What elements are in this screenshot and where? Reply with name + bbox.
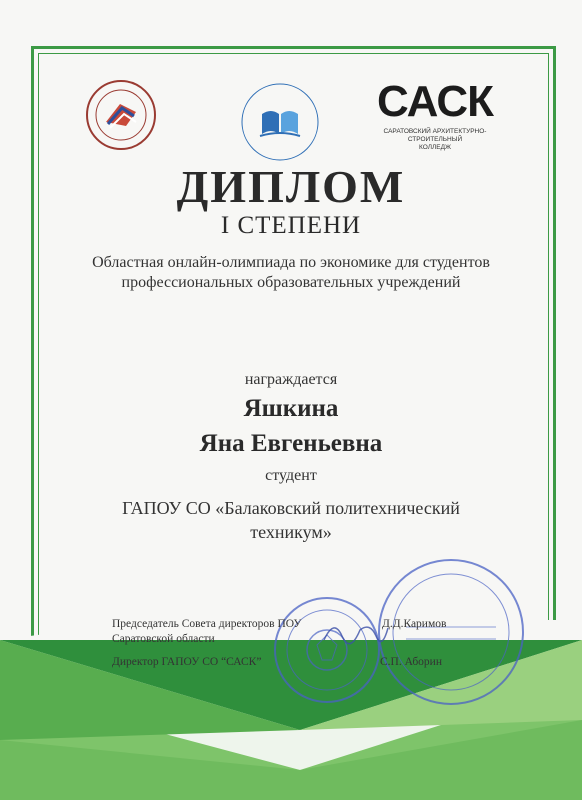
description-line2: профессиональных образовательных учреждений <box>121 274 461 291</box>
recipient-given-names: Яна Евгеньевна <box>199 430 383 457</box>
recipient-surname: Яшкина <box>243 395 339 422</box>
institution-line2: техникум» <box>250 522 332 542</box>
director-name: С.П. Аборин <box>380 656 442 668</box>
chair-title <box>112 617 312 647</box>
recipient-institution <box>60 496 522 544</box>
chair-title-line2: Саратовской области <box>112 633 215 645</box>
college-subtitle <box>360 128 510 152</box>
logos-row <box>60 72 520 162</box>
college-subtitle-line2: КОЛЛЕДЖ <box>419 144 451 151</box>
college-name: САСК <box>377 77 493 126</box>
college-subtitle-line1: САРАТОВСКИЙ АРХИТЕКТУРНО-СТРОИТЕЛЬНЫЙ <box>383 128 487 143</box>
description-line1: Областная онлайн-олимпиада по экономике для студентов <box>92 254 490 271</box>
chair-title-line1: Председатель Совета директоров ПОУ <box>112 618 302 630</box>
handwritten-signature-icon <box>320 614 390 650</box>
college-logo <box>360 78 510 158</box>
recipient-role: студент <box>265 467 317 484</box>
round-seal-left-icon <box>272 595 382 705</box>
awarded-label: награждается <box>244 371 338 388</box>
diploma-degree: I СТЕПЕНИ <box>220 212 362 239</box>
institution-line1: ГАПОУ СО «Балаковский политехнический <box>122 498 460 518</box>
round-seal-right-icon <box>376 557 526 707</box>
olympiad-description <box>50 253 532 293</box>
director-title: Директор ГАПОУ СО “САСК” <box>112 656 262 668</box>
ministry-emblem-icon <box>238 80 322 164</box>
diploma-title: ДИПЛОМ <box>176 161 406 212</box>
chair-name: Д.Д.Каримов <box>382 618 447 630</box>
council-emblem-icon <box>84 78 158 152</box>
